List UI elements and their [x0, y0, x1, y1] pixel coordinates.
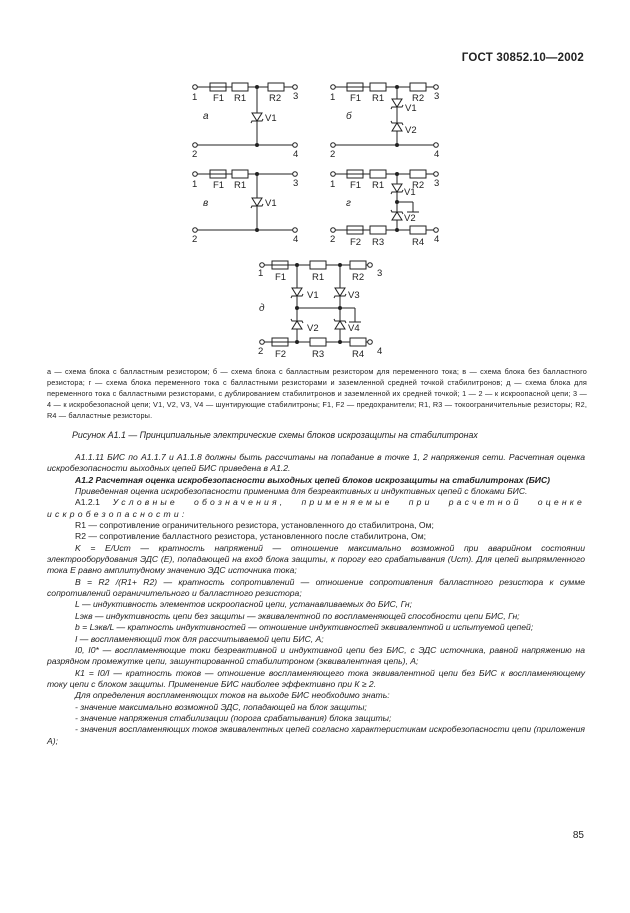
- definition: K = E/Uст — кратность напряжений — отношение максимально возможной при аварийном состоянии электрооборудования ЭДС (Е), попадающей на вход блока защиты, к порогу его срабатывания (Uст). Для цепей выпрямленного тока Е равно амплитудному значению ЭДС источника тока;: [47, 542, 585, 576]
- circuit-diagrams: [0, 0, 630, 370]
- svg-text:V1: V1: [307, 290, 319, 301]
- svg-text:R3: R3: [372, 237, 385, 248]
- svg-text:V1: V1: [404, 187, 416, 198]
- svg-text:4: 4: [377, 346, 383, 357]
- svg-text:3: 3: [434, 91, 440, 102]
- svg-text:а: а: [203, 111, 209, 122]
- svg-text:R2: R2: [269, 93, 282, 104]
- svg-text:2: 2: [330, 234, 336, 245]
- definition: I — воспламеняющий ток для рассчитываемой цепи БИС, А;: [75, 633, 324, 644]
- definition: Lэкв — индуктивность цепи без защиты — эквивалентной по воспламеняющей способности цепи БИС, Гн;: [75, 610, 520, 621]
- definition: L — индуктивность элементов искроопасной цепи, устанавливаемых до БИС, Гн;: [75, 599, 412, 610]
- definition: R1 — сопротивление ограничительного резистора, установленного до стабилитрона, Ом;: [75, 520, 434, 531]
- list-item: - значения воспламеняющих токов эквивалентных цепей согласно характеристикам искробезопасности цепи (приложения А);: [47, 724, 585, 746]
- svg-text:R1: R1: [372, 180, 385, 191]
- svg-text:F2: F2: [275, 349, 287, 360]
- definition: К1 = I0/I — кратность токов — отношение воспламеняющего тока эквивалентной цепи без БИС к воспламеняющему току цепи с блоком защиты. Применение БИС наиболее эффективно при К ≥ 2.: [47, 667, 585, 689]
- list-item: - значение максимально возможной ЭДС, попадающей на блок защиты;: [75, 701, 367, 712]
- svg-text:R4: R4: [412, 237, 425, 248]
- svg-text:2: 2: [192, 149, 198, 160]
- definition: R2 — сопротивление балластного резистора, установленного после стабилитрона, Ом;: [75, 531, 427, 542]
- document-body: [47, 452, 585, 747]
- svg-text:R1: R1: [234, 180, 247, 191]
- svg-text:1: 1: [330, 179, 336, 190]
- svg-text:3: 3: [293, 178, 299, 189]
- svg-text:V1: V1: [265, 113, 277, 124]
- svg-text:V2: V2: [307, 323, 319, 334]
- svg-text:1: 1: [258, 268, 264, 279]
- svg-text:4: 4: [293, 149, 299, 160]
- svg-text:R1: R1: [234, 93, 247, 104]
- page-number: 85: [572, 830, 584, 841]
- svg-text:2: 2: [192, 234, 198, 245]
- svg-text:V4: V4: [348, 323, 360, 334]
- svg-text:3: 3: [377, 268, 383, 279]
- definition: B = R2 /(R1+ R2) — кратность сопротивлений — отношение сопротивления балластного резистора к сумме сопротивлений ограничительного и балластного резистора;: [47, 576, 585, 599]
- svg-text:R4: R4: [352, 349, 365, 360]
- section-heading: А1.2 Расчетная оценка искробезопасности выходных цепей блоков искрозащиты на стабилитронах (БИС): [75, 474, 551, 485]
- svg-text:V2: V2: [404, 213, 416, 224]
- paragraph: Для определения воспламеняющих токов на выходе БИС необходимо знать:: [75, 690, 390, 701]
- paragraph: [47, 497, 585, 520]
- svg-text:F2: F2: [350, 237, 362, 248]
- clause-number: А1.2.1: [75, 497, 100, 508]
- svg-text:R2: R2: [412, 93, 425, 104]
- list-item: - значение напряжения стабилизации (порога срабатывания) блока защиты;: [75, 712, 392, 723]
- svg-text:г: г: [346, 198, 351, 209]
- figure-legend: а — схема блока с балластным резистором; б — схема блока с балластным резистором для переменного тока; в — схема блока без балластного резистора; г — схема блока переменного тока с балластными резисторами и заземленной средней точкой стабилитронов; д — схема блока для переменного тока с балластными резисторами, с дублированием стабилитронов и заземленной их средней точкой; 1 — 2 — к искроопасной цепи; 3 — 4 — к искробезопасной цепи; V1, V2, V3, V4 — шунтирующие стабилитроны; F1, F2 — предохранители; R1, R3 — токоограничительные резисторы; R2, R4 — балластные резисторы.: [47, 367, 587, 420]
- svg-text:R1: R1: [312, 272, 325, 283]
- definition: I0, I0* — воспламеняющие токи безреактивной и индуктивной цепи без БИС, с ЭДС источника, равной напряжению на разрядном промежутке цепи, зашунтированной стабилитроном (эквивалентная цепь), А;: [47, 644, 585, 667]
- svg-text:1: 1: [330, 92, 336, 103]
- svg-text:F1: F1: [275, 272, 287, 283]
- svg-text:4: 4: [293, 234, 299, 245]
- svg-text:F1: F1: [213, 180, 225, 191]
- svg-text:F1: F1: [350, 93, 362, 104]
- svg-text:V2: V2: [405, 125, 417, 136]
- svg-text:3: 3: [293, 91, 299, 102]
- svg-text:4: 4: [434, 234, 440, 245]
- svg-text:R2: R2: [352, 272, 365, 283]
- svg-text:V1: V1: [265, 198, 277, 209]
- paragraph: А1.1.11 БИС по А1.1.7 и А1.1.8 должны быть рассчитаны на попадание в точке 1, 2 напряжения сети. Расчетная оценка искробезопасности выходных цепей БИС приведена в А1.2.: [47, 452, 585, 474]
- svg-text:в: в: [203, 198, 209, 209]
- document-id: ГОСТ 30852.10—2002: [461, 52, 584, 64]
- svg-text:2: 2: [258, 346, 264, 357]
- svg-text:2: 2: [330, 149, 336, 160]
- figure-caption: Рисунок А1.1 — Принципиальные электрические схемы блоков искрозащиты на стабилитронах: [72, 430, 478, 440]
- svg-text:V1: V1: [405, 103, 417, 114]
- svg-text:F1: F1: [213, 93, 225, 104]
- svg-text:1: 1: [192, 179, 198, 190]
- svg-text:R3: R3: [312, 349, 325, 360]
- svg-text:4: 4: [434, 149, 440, 160]
- svg-text:R1: R1: [372, 93, 385, 104]
- svg-text:б: б: [346, 111, 352, 122]
- spaced-text: Условные обозначения, применяемые при расчетной оценке искробезопасности:: [47, 497, 585, 519]
- svg-text:д: д: [259, 303, 265, 314]
- svg-text:3: 3: [434, 178, 440, 189]
- svg-text:V3: V3: [348, 290, 360, 301]
- paragraph: Приведенная оценка искробезопасности применима для безреактивных и индуктивных цепей с блоками БИС.: [75, 486, 528, 497]
- definition: b = Lэкв/L — кратность индуктивностей — отношение индуктивностей эквивалентной и испытуемой цепей;: [75, 622, 534, 633]
- svg-text:R2: R2: [412, 180, 425, 191]
- svg-text:1: 1: [192, 92, 198, 103]
- svg-text:F1: F1: [350, 180, 362, 191]
